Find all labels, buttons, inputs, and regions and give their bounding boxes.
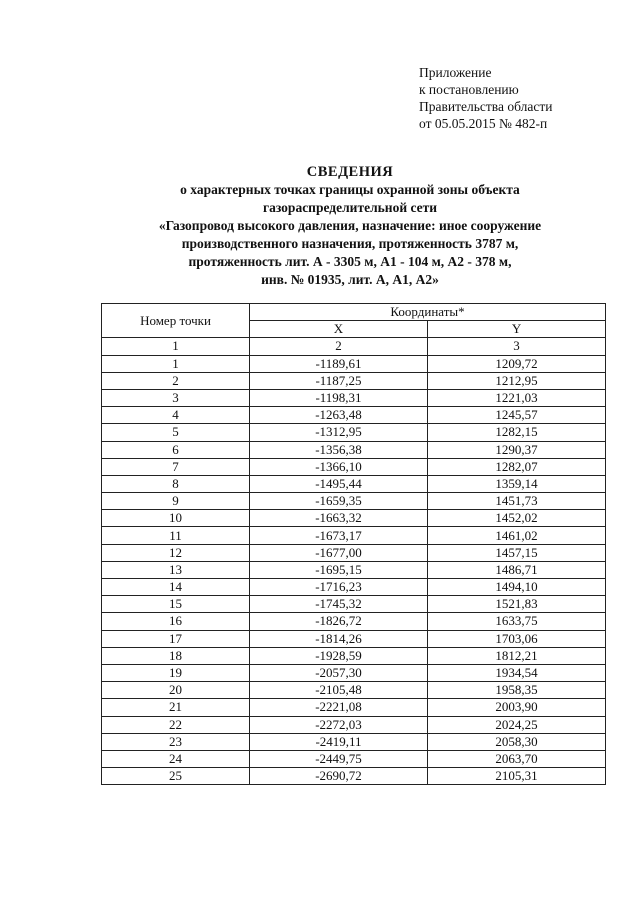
x-coordinate-cell: -2449,75 (250, 750, 428, 767)
x-coordinate-cell: -1663,32 (250, 510, 428, 527)
table-header-row (102, 304, 606, 321)
document-title (100, 163, 600, 289)
y-coordinate-cell: 1282,15 (428, 424, 606, 441)
point-number-cell: 25 (102, 768, 250, 785)
x-coordinate-cell: -1677,00 (250, 544, 428, 561)
y-coordinate-cell: 1521,83 (428, 596, 606, 613)
table-row (102, 355, 606, 372)
point-number-cell: 7 (102, 458, 250, 475)
table-row (102, 561, 606, 578)
appendix-line: к постановлению (419, 82, 519, 97)
table-row (102, 407, 606, 424)
x-coordinate-cell: -1673,17 (250, 527, 428, 544)
table-row (102, 733, 606, 750)
y-coordinate-cell: 1461,02 (428, 527, 606, 544)
table-row (102, 475, 606, 492)
title-line: «Газопровод высокого давления, назначение: иное сооружение (158, 218, 542, 233)
point-number-cell: 22 (102, 716, 250, 733)
x-coordinate-cell: -1495,44 (250, 475, 428, 492)
table-row (102, 664, 606, 681)
y-coordinate-cell: 1221,03 (428, 389, 606, 406)
y-coordinate-cell: 2024,25 (428, 716, 606, 733)
point-number-cell: 16 (102, 613, 250, 630)
table-row (102, 647, 606, 664)
title-line: инв. № 01935, лит. А, А1, А2» (261, 272, 439, 287)
table-row (102, 768, 606, 785)
title-line: протяженность лит. А - 3305 м, А1 - 104 м, А2 - 378 м, (188, 254, 512, 269)
appendix-line: Приложение (419, 65, 492, 80)
y-coordinate-cell: 1934,54 (428, 664, 606, 681)
appendix-note (419, 64, 552, 132)
table-row (102, 630, 606, 647)
title-line: производственного назначения, протяженность 3787 м, (181, 236, 519, 251)
table-row (102, 579, 606, 596)
point-number-cell: 3 (102, 389, 250, 406)
table-row (102, 441, 606, 458)
x-coordinate-cell: -2419,11 (250, 733, 428, 750)
point-number-cell: 5 (102, 424, 250, 441)
x-coordinate-cell: -1366,10 (250, 458, 428, 475)
point-number-cell: 9 (102, 493, 250, 510)
point-number-cell: 18 (102, 647, 250, 664)
column-number: 3 (428, 338, 606, 355)
point-number-cell: 1 (102, 355, 250, 372)
x-coordinate-cell: -1263,48 (250, 407, 428, 424)
y-coordinate-cell: 1451,73 (428, 493, 606, 510)
x-coordinate-cell: -1826,72 (250, 613, 428, 630)
table-row (102, 613, 606, 630)
point-number-cell: 20 (102, 682, 250, 699)
point-number-cell: 10 (102, 510, 250, 527)
table-row (102, 750, 606, 767)
y-coordinate-cell: 1290,37 (428, 441, 606, 458)
x-coordinate-cell: -2690,72 (250, 768, 428, 785)
x-coordinate-cell: -1695,15 (250, 561, 428, 578)
point-number-cell: 13 (102, 561, 250, 578)
column-number: 1 (102, 338, 250, 355)
y-coordinate-cell: 2003,90 (428, 699, 606, 716)
point-number-cell: 6 (102, 441, 250, 458)
point-number-cell: 21 (102, 699, 250, 716)
table-row (102, 389, 606, 406)
appendix-line: от 05.05.2015 № 482-п (419, 116, 548, 131)
y-coordinate-cell: 1359,14 (428, 475, 606, 492)
x-coordinate-cell: -2057,30 (250, 664, 428, 681)
header-x: X (250, 321, 428, 338)
table-row (102, 527, 606, 544)
point-number-cell: 11 (102, 527, 250, 544)
x-coordinate-cell: -1716,23 (250, 579, 428, 596)
table-row (102, 699, 606, 716)
point-number-cell: 2 (102, 372, 250, 389)
column-number-row (102, 338, 606, 355)
header-point-number: Номер точки (102, 304, 250, 338)
y-coordinate-cell: 1282,07 (428, 458, 606, 475)
x-coordinate-cell: -1814,26 (250, 630, 428, 647)
table-row (102, 544, 606, 561)
x-coordinate-cell: -1659,35 (250, 493, 428, 510)
coordinates-table (101, 303, 606, 785)
y-coordinate-cell: 1212,95 (428, 372, 606, 389)
point-number-cell: 24 (102, 750, 250, 767)
x-coordinate-cell: -1928,59 (250, 647, 428, 664)
y-coordinate-cell: 2063,70 (428, 750, 606, 767)
header-coordinates: Координаты* (250, 304, 606, 321)
table-row (102, 424, 606, 441)
header-y: Y (428, 321, 606, 338)
table-row (102, 596, 606, 613)
y-coordinate-cell: 1245,57 (428, 407, 606, 424)
x-coordinate-cell: -2105,48 (250, 682, 428, 699)
y-coordinate-cell: 1494,10 (428, 579, 606, 596)
point-number-cell: 23 (102, 733, 250, 750)
table-row (102, 458, 606, 475)
point-number-cell: 12 (102, 544, 250, 561)
point-number-cell: 14 (102, 579, 250, 596)
y-coordinate-cell: 1457,15 (428, 544, 606, 561)
column-number: 2 (250, 338, 428, 355)
y-coordinate-cell: 1633,75 (428, 613, 606, 630)
title-line: о характерных точках границы охранной зоны объекта (180, 182, 520, 197)
x-coordinate-cell: -1189,61 (250, 355, 428, 372)
point-number-cell: 17 (102, 630, 250, 647)
point-number-cell: 15 (102, 596, 250, 613)
table-row (102, 493, 606, 510)
y-coordinate-cell: 2105,31 (428, 768, 606, 785)
appendix-line: Правительства области (419, 99, 553, 114)
x-coordinate-cell: -1198,31 (250, 389, 428, 406)
title-line: газораспределительной сети (262, 200, 438, 215)
y-coordinate-cell: 2058,30 (428, 733, 606, 750)
y-coordinate-cell: 1486,71 (428, 561, 606, 578)
table-row (102, 372, 606, 389)
x-coordinate-cell: -1356,38 (250, 441, 428, 458)
table-row (102, 510, 606, 527)
table-row (102, 682, 606, 699)
y-coordinate-cell: 1452,02 (428, 510, 606, 527)
y-coordinate-cell: 1703,06 (428, 630, 606, 647)
table-row (102, 716, 606, 733)
y-coordinate-cell: 1209,72 (428, 355, 606, 372)
x-coordinate-cell: -1312,95 (250, 424, 428, 441)
x-coordinate-cell: -2221,08 (250, 699, 428, 716)
x-coordinate-cell: -1745,32 (250, 596, 428, 613)
point-number-cell: 8 (102, 475, 250, 492)
y-coordinate-cell: 1958,35 (428, 682, 606, 699)
x-coordinate-cell: -1187,25 (250, 372, 428, 389)
x-coordinate-cell: -2272,03 (250, 716, 428, 733)
point-number-cell: 19 (102, 664, 250, 681)
title-heading: СВЕДЕНИЯ (306, 164, 394, 180)
y-coordinate-cell: 1812,21 (428, 647, 606, 664)
point-number-cell: 4 (102, 407, 250, 424)
